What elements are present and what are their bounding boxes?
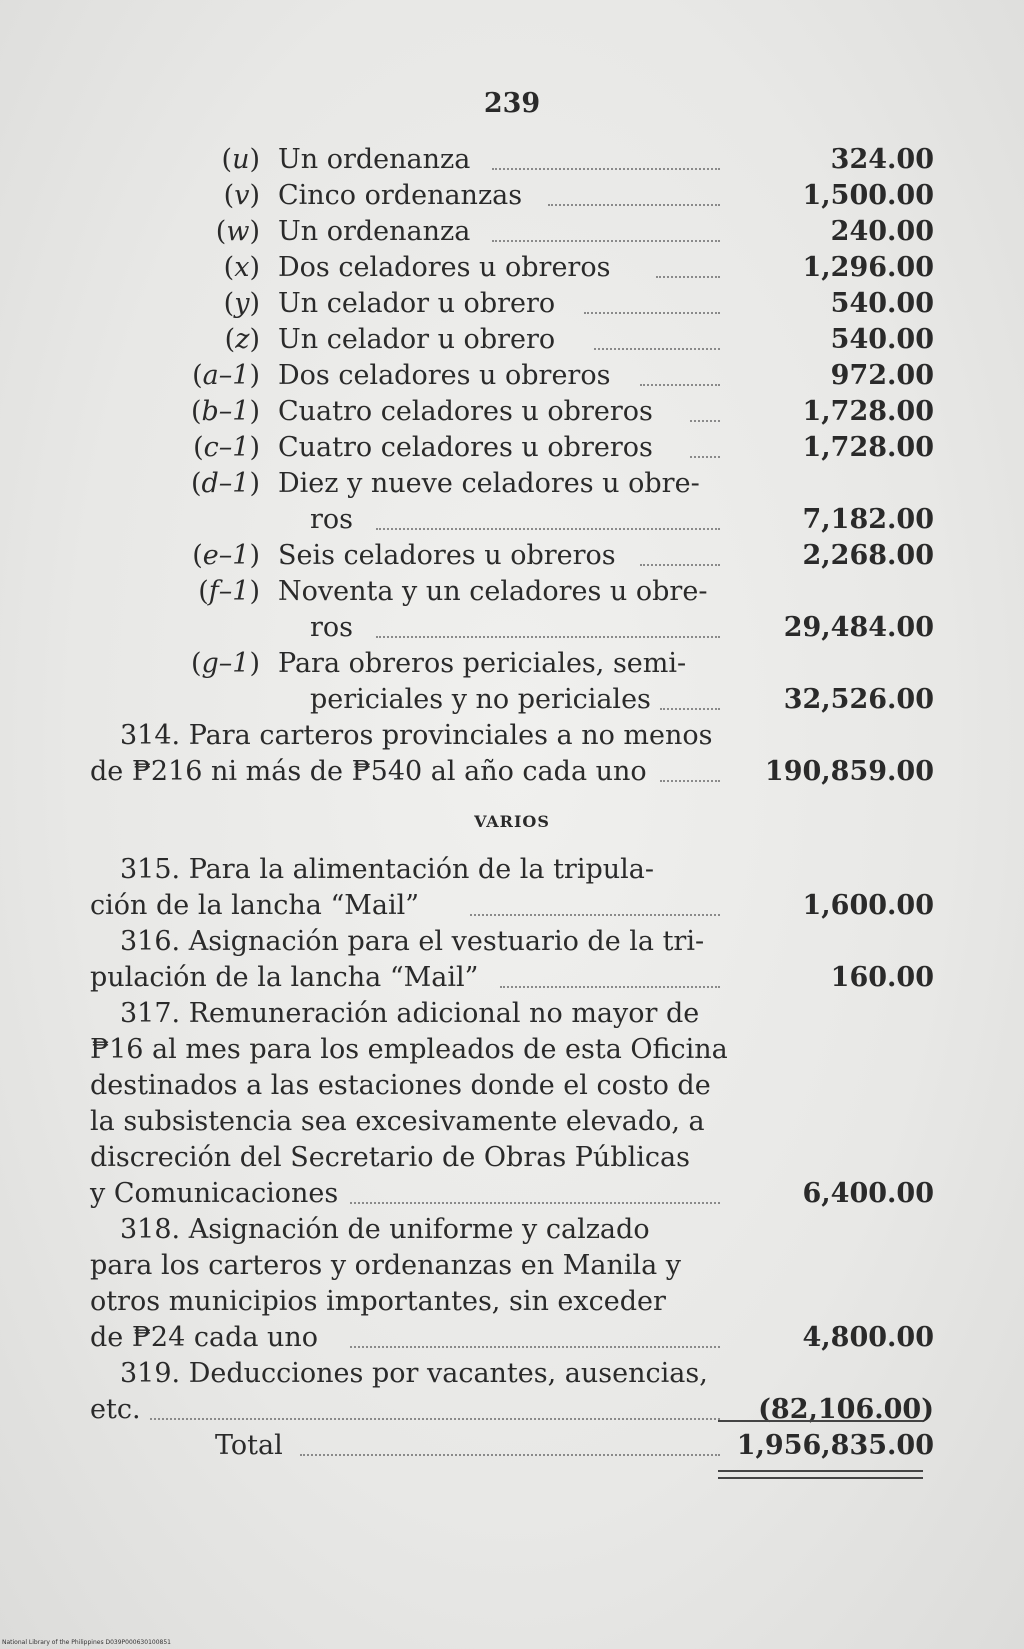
- item-314-line1: 314. Para carteros provinciales a no menos: [120, 720, 713, 751]
- list-item: [0, 214, 1024, 250]
- item-317-line3: destinados a las estaciones donde el costo de: [90, 1070, 711, 1101]
- list-item: [0, 250, 1024, 286]
- item-label: (u): [221, 144, 260, 175]
- item-316-amount: 160.00: [830, 962, 934, 993]
- item-314-amount: 190,859.00: [764, 756, 934, 787]
- item-label: (f–1): [198, 576, 260, 607]
- item-317-line6-row: [0, 1176, 1024, 1212]
- item-text: Seis celadores u obreros: [278, 540, 616, 571]
- item-text: Dos celadores u obreros: [278, 360, 611, 391]
- item-318-line4: de ₱24 cada uno: [90, 1322, 319, 1353]
- dot-leader: [150, 1416, 720, 1420]
- item-318-line3: otros municipios importantes, sin exceder: [90, 1286, 666, 1317]
- dot-leader: [492, 166, 720, 170]
- item-317-amount: 6,400.00: [802, 1178, 934, 1209]
- item-315-amount: 1,600.00: [802, 890, 934, 921]
- dot-leader: [690, 454, 720, 458]
- item-text: Un celador u obrero: [278, 324, 556, 355]
- item-315-line2: ción de la lancha “Mail”: [90, 890, 420, 921]
- total-double-rule: [718, 1470, 923, 1479]
- item-317-line5: discreción del Secretario de Obras Públicas: [90, 1142, 690, 1173]
- total-label: Total: [215, 1430, 283, 1461]
- item-text: Noventa y un celadores u obre-: [278, 576, 708, 607]
- item-315-line2-row: [0, 888, 1024, 924]
- dot-leader: [350, 1344, 720, 1348]
- dot-leader: [350, 1200, 720, 1204]
- list-item: [0, 358, 1024, 394]
- item-text: Cuatro celadores u obreros: [278, 396, 653, 427]
- item-text: Un ordenanza: [278, 216, 471, 247]
- item-text: Cuatro celadores u obreros: [278, 432, 653, 463]
- item-319-line1: 319. Deducciones por vacantes, ausencias,: [120, 1358, 708, 1389]
- item-text-continued: ros: [310, 504, 354, 535]
- dot-leader: [500, 984, 720, 988]
- list-item: [0, 322, 1024, 358]
- item-318-line4-row: [0, 1320, 1024, 1356]
- list-item: [0, 574, 1024, 610]
- list-item: [0, 178, 1024, 214]
- item-amount: 540.00: [830, 324, 934, 355]
- item-amount: 1,728.00: [802, 432, 934, 463]
- item-label: (w): [215, 216, 260, 247]
- item-label: (d–1): [190, 468, 260, 499]
- list-item-continuation: [0, 502, 1024, 538]
- item-319-amount: (82,106.00): [758, 1394, 934, 1425]
- item-label: (c–1): [193, 432, 260, 463]
- item-316-line2: pulación de la lancha “Mail”: [90, 962, 479, 993]
- list-item: [0, 286, 1024, 322]
- item-314-line2: de ₱216 ni más de ₱540 al año cada uno: [90, 756, 647, 787]
- item-amount: 29,484.00: [783, 612, 934, 643]
- item-label: (a–1): [192, 360, 260, 391]
- dot-leader: [300, 1452, 720, 1456]
- item-amount: 540.00: [830, 288, 934, 319]
- total-rule: [718, 1420, 923, 1422]
- item-amount: 240.00: [830, 216, 934, 247]
- item-amount: 32,526.00: [783, 684, 934, 715]
- dot-leader: [376, 634, 720, 638]
- item-label: (y): [223, 288, 260, 319]
- list-item: [0, 538, 1024, 574]
- item-amount: 324.00: [830, 144, 934, 175]
- item-text-continued: periciales y no periciales: [310, 684, 651, 715]
- item-318-line1: 318. Asignación de uniforme y calzado: [120, 1214, 650, 1245]
- item-318-amount: 4,800.00: [802, 1322, 934, 1353]
- dot-leader: [594, 346, 720, 350]
- list-item: [0, 466, 1024, 502]
- list-item: [0, 646, 1024, 682]
- item-amount: 7,182.00: [802, 504, 934, 535]
- total-amount: 1,956,835.00: [736, 1430, 934, 1461]
- item-text: Un ordenanza: [278, 144, 471, 175]
- dot-leader: [660, 778, 720, 782]
- list-item: [0, 394, 1024, 430]
- list-item: [0, 430, 1024, 466]
- item-label: (v): [223, 180, 260, 211]
- dot-leader: [492, 238, 720, 242]
- item-label: (x): [223, 252, 260, 283]
- item-label: (b–1): [190, 396, 260, 427]
- item-319-line2: etc.: [90, 1394, 141, 1425]
- dot-leader: [548, 202, 720, 206]
- item-315-line1: 315. Para la alimentación de la tripula-: [120, 854, 655, 885]
- item-label: (g–1): [190, 648, 260, 679]
- total-row: [0, 1428, 1024, 1464]
- dot-leader: [640, 562, 720, 566]
- item-amount: 2,268.00: [802, 540, 934, 571]
- list-item: [0, 142, 1024, 178]
- item-text: Dos celadores u obreros: [278, 252, 611, 283]
- item-amount: 1,728.00: [802, 396, 934, 427]
- dot-leader: [640, 382, 720, 386]
- dot-leader: [690, 418, 720, 422]
- dot-leader: [470, 912, 720, 916]
- item-319-line2-row: [0, 1392, 1024, 1428]
- item-text: Diez y nueve celadores u obre-: [278, 468, 700, 499]
- item-text: Para obreros periciales, semi-: [278, 648, 687, 679]
- scan-footer: National Library of the Philippines D039P000630100851: [2, 1639, 171, 1646]
- item-317-line1: 317. Remuneración adicional no mayor de: [120, 998, 700, 1029]
- item-amount: 1,296.00: [802, 252, 934, 283]
- item-317-line6: y Comunicaciones: [90, 1178, 339, 1209]
- section-heading: VARIOS: [474, 812, 550, 831]
- item-316-line1: 316. Asignación para el vestuario de la tri-: [120, 926, 705, 957]
- list-item-continuation: [0, 682, 1024, 718]
- item-317-line2: ₱16 al mes para los empleados de esta Oficina: [90, 1034, 728, 1065]
- dot-leader: [376, 526, 720, 530]
- item-318-line2: para los carteros y ordenanzas en Manila y: [90, 1250, 682, 1281]
- item-316-line2-row: [0, 960, 1024, 996]
- item-text: Un celador u obrero: [278, 288, 556, 319]
- dot-leader: [656, 274, 720, 278]
- item-amount: 972.00: [830, 360, 934, 391]
- item-314-line2-row: [0, 754, 1024, 790]
- dot-leader: [660, 706, 720, 710]
- item-text-continued: ros: [310, 612, 354, 643]
- page-number: 239: [483, 88, 541, 119]
- item-amount: 1,500.00: [802, 180, 934, 211]
- dot-leader: [584, 310, 720, 314]
- item-317-line4: la subsistencia sea excesivamente elevado, a: [90, 1106, 705, 1137]
- item-text: Cinco ordenanzas: [278, 180, 523, 211]
- list-item-continuation: [0, 610, 1024, 646]
- item-label: (z): [224, 324, 260, 355]
- item-label: (e–1): [192, 540, 260, 571]
